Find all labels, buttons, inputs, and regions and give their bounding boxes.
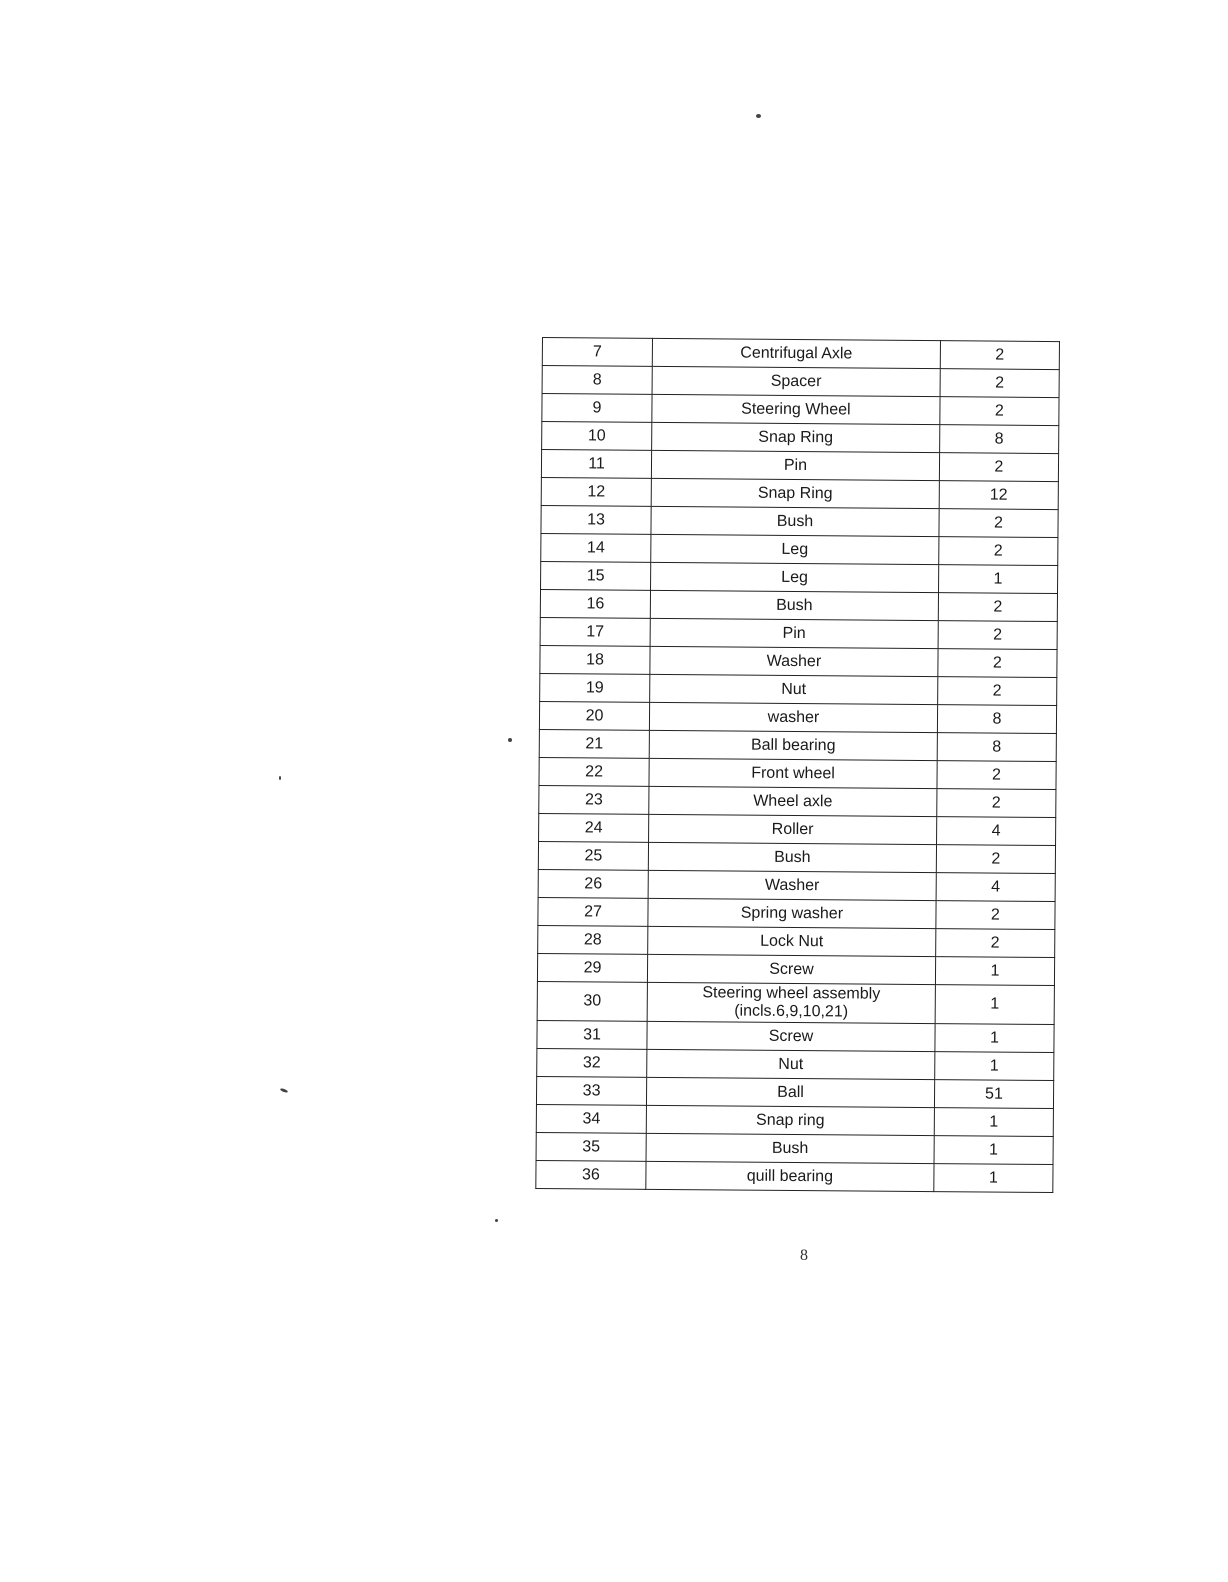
table-row: [536, 1104, 1053, 1136]
quantity-cell: 2: [939, 453, 1058, 482]
item-number-cell: 17: [540, 617, 650, 646]
quantity-cell: 1: [935, 957, 1054, 986]
description-cell: [646, 1105, 934, 1135]
description-line: Screw: [769, 960, 814, 978]
table-row: [539, 813, 1056, 845]
description-cell: [649, 814, 937, 844]
table-row: [538, 841, 1055, 873]
quantity-cell: 2: [936, 901, 1055, 930]
parts-table-body: [536, 338, 1060, 1193]
table-row: [540, 617, 1057, 649]
quantity-cell: 12: [939, 481, 1058, 510]
quantity-cell: 2: [940, 341, 1059, 370]
description-cell: [652, 422, 940, 452]
description-cell: [652, 394, 940, 424]
description-line: Snap Ring: [757, 484, 833, 502]
description-line: Spacer: [770, 372, 822, 390]
table-row: [537, 981, 1054, 1024]
table-row: [539, 701, 1056, 733]
table-row: [537, 953, 1054, 985]
description-line: Ball bearing: [750, 736, 836, 754]
quantity-cell: 1: [935, 985, 1054, 1025]
description-line: Snap Ring: [758, 428, 834, 446]
quantity-cell: 2: [940, 397, 1059, 426]
description-cell: [649, 758, 937, 788]
item-number-cell: 22: [539, 757, 649, 786]
table-row: [540, 589, 1057, 621]
description-cell: [648, 898, 936, 928]
item-number-cell: 28: [538, 925, 648, 954]
quantity-cell: 1: [934, 1164, 1053, 1193]
table-row: [536, 1076, 1053, 1108]
description-cell: [650, 646, 938, 676]
description-line: quill bearing: [746, 1167, 834, 1185]
description-line: Leg: [781, 540, 809, 558]
description-cell: [647, 1077, 935, 1107]
table-row: [538, 869, 1055, 901]
quantity-cell: 51: [934, 1080, 1053, 1109]
description-cell: [651, 478, 939, 508]
description-cell: [651, 506, 939, 536]
item-number-cell: 34: [536, 1104, 646, 1133]
description-cell: [647, 982, 935, 1023]
item-number-cell: 23: [539, 785, 649, 814]
description-line: Front wheel: [751, 764, 835, 782]
quantity-cell: 1: [938, 565, 1057, 594]
table-row: [539, 729, 1056, 761]
description-cell: [650, 618, 938, 648]
item-number-cell: 18: [540, 645, 650, 674]
description-cell: [651, 534, 939, 564]
description-cell: [651, 450, 939, 480]
item-number-cell: 27: [538, 897, 648, 926]
item-number-cell: 7: [542, 338, 652, 367]
quantity-cell: 1: [934, 1108, 1053, 1137]
item-number-cell: 33: [536, 1076, 646, 1105]
description-line: Centrifugal Axle: [740, 344, 853, 362]
quantity-cell: 4: [936, 873, 1055, 902]
item-number-cell: 35: [536, 1132, 646, 1161]
table-row: [542, 394, 1059, 426]
quantity-cell: 1: [935, 1052, 1054, 1081]
quantity-cell: 8: [937, 733, 1056, 762]
description-cell: [649, 730, 937, 760]
item-number-cell: 9: [542, 394, 652, 423]
description-line: Ball: [777, 1083, 804, 1101]
description-cell: [647, 954, 935, 984]
table-row: [540, 673, 1057, 705]
description-line: Steering Wheel: [741, 400, 851, 418]
description-line: Nut: [778, 1055, 804, 1073]
item-number-cell: 20: [539, 701, 649, 730]
quantity-cell: 2: [937, 677, 1056, 706]
item-number-cell: 24: [539, 813, 649, 842]
quantity-cell: 2: [935, 929, 1054, 958]
description-line: Lock Nut: [760, 932, 824, 950]
table-row: [536, 1132, 1053, 1164]
scan-speck: [280, 1088, 289, 1094]
table-row: [541, 450, 1058, 482]
description-cell: [649, 786, 937, 816]
quantity-cell: 8: [939, 425, 1058, 454]
quantity-cell: 8: [937, 705, 1056, 734]
item-number-cell: 26: [538, 869, 648, 898]
quantity-cell: 2: [939, 509, 1058, 538]
quantity-cell: 2: [940, 369, 1059, 398]
table-row: [536, 1160, 1053, 1192]
table-row: [541, 561, 1058, 593]
table-row: [537, 1048, 1054, 1080]
description-cell: [652, 338, 940, 368]
description-line: Nut: [781, 680, 807, 698]
item-number-cell: 12: [541, 477, 651, 506]
table-row: [542, 366, 1059, 398]
description-cell: [647, 1021, 935, 1051]
item-number-cell: 30: [537, 981, 647, 1021]
table-row: [541, 477, 1058, 509]
description-cell: [652, 366, 940, 396]
table-row: [539, 757, 1056, 789]
description-line: Spring washer: [740, 904, 844, 922]
description-cell: [650, 590, 938, 620]
parts-table: [535, 337, 1060, 1193]
description-line: Snap ring: [755, 1111, 825, 1129]
page-number: 8: [800, 1247, 808, 1264]
table-row: [539, 785, 1056, 817]
item-number-cell: 8: [542, 366, 652, 395]
item-number-cell: 13: [541, 505, 651, 534]
item-number-cell: 15: [541, 561, 651, 590]
item-number-cell: 29: [537, 953, 647, 982]
description-cell: [647, 1049, 935, 1079]
item-number-cell: 14: [541, 533, 651, 562]
description-line: Bush: [771, 1139, 809, 1157]
description-line: washer: [767, 708, 820, 726]
quantity-cell: 2: [937, 761, 1056, 790]
description-line: (incls.6,9,10,21): [734, 1002, 849, 1021]
description-cell: [650, 674, 938, 704]
description-cell: [648, 870, 936, 900]
table-row: [541, 505, 1058, 537]
description-cell: [651, 562, 939, 592]
description-cell: [646, 1161, 934, 1191]
quantity-cell: 4: [936, 817, 1055, 846]
table-row: [537, 1020, 1054, 1052]
quantity-cell: 2: [938, 593, 1057, 622]
description-cell: [649, 702, 937, 732]
description-line: Pin: [782, 624, 806, 642]
description-cell: [648, 926, 936, 956]
scan-speck: [279, 776, 281, 780]
item-number-cell: 11: [541, 450, 651, 479]
scan-speck: [756, 114, 761, 118]
description-line: Leg: [781, 568, 808, 586]
item-number-cell: 21: [539, 729, 649, 758]
table-row: [541, 533, 1058, 565]
item-number-cell: 10: [542, 422, 652, 451]
item-number-cell: 32: [537, 1048, 647, 1077]
description-line: Roller: [771, 820, 814, 838]
description-line: Bush: [776, 596, 813, 614]
item-number-cell: 16: [540, 589, 650, 618]
scan-speck: [508, 738, 512, 742]
quantity-cell: 1: [935, 1024, 1054, 1053]
description-line: Screw: [768, 1027, 814, 1045]
item-number-cell: 19: [540, 673, 650, 702]
table-row: [542, 422, 1059, 454]
description-line: Pin: [783, 456, 808, 474]
scan-speck: [495, 1219, 498, 1222]
description-line: Steering wheel assembly: [702, 984, 881, 1003]
quantity-cell: 2: [938, 621, 1057, 650]
description-line: Washer: [764, 876, 820, 894]
quantity-cell: 2: [936, 845, 1055, 874]
description-line: Wheel axle: [753, 792, 833, 810]
description-cell: [646, 1133, 934, 1163]
item-number-cell: 36: [536, 1160, 646, 1189]
quantity-cell: 1: [934, 1136, 1053, 1165]
quantity-cell: 2: [939, 537, 1058, 566]
description-cell: [648, 842, 936, 872]
description-line: Washer: [766, 652, 822, 670]
item-number-cell: 31: [537, 1020, 647, 1049]
table-row: [538, 925, 1055, 957]
table-row: [538, 897, 1055, 929]
quantity-cell: 2: [937, 789, 1056, 818]
table-row: [540, 645, 1057, 677]
description-line: Bush: [774, 848, 811, 866]
item-number-cell: 25: [538, 841, 648, 870]
table-row: [542, 338, 1059, 370]
quantity-cell: 2: [938, 649, 1057, 678]
description-line: Bush: [776, 512, 814, 530]
